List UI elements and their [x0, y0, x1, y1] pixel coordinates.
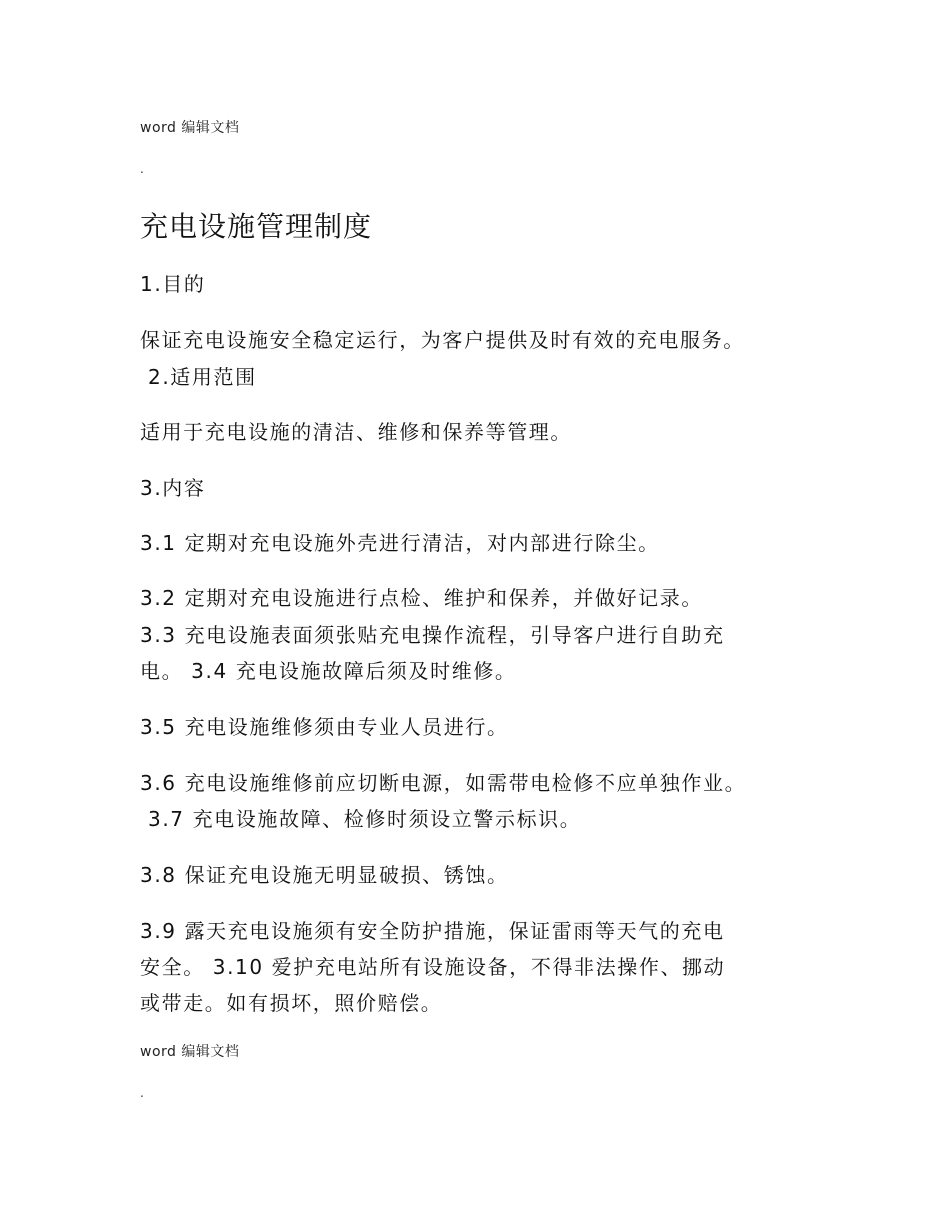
footer-dot: . — [140, 1086, 144, 1100]
item-3-6: 3.6 充电设施维修前应切断电源，如需带电检修不应单独作业。 — [140, 771, 747, 795]
section-2-text: 适用于充电设施的清洁、维修和保养等管理。 — [140, 420, 572, 444]
section-1-text: 保证充电设施安全稳定运行，为客户提供及时有效的充电服务。 — [140, 328, 745, 352]
item-3-2: 3.2 定期对充电设施进行点检、维护和保养，并做好记录。 — [140, 586, 703, 610]
item-3-9-line-3: 或带走。如有损坏，照价赔偿。 — [140, 991, 443, 1015]
header-label: word 编辑文档 — [140, 120, 240, 136]
item-3-3-line-2: 电。 3.4 充电设施故障后须及时维修。 — [140, 659, 517, 683]
section-3-heading: 3.内容 — [140, 476, 206, 500]
item-3-9-line-1: 3.9 露天充电设施须有安全防护措施，保证雷雨等天气的充电 — [140, 919, 725, 943]
header-dot: . — [140, 162, 144, 176]
item-3-7: 3.7 充电设施故障、检修时须设立警示标识。 — [148, 807, 582, 831]
item-3-9-line-2: 安全。 3.10 爱护充电站所有设施设备，不得非法操作、挪动 — [140, 955, 726, 979]
document-title: 充电设施管理制度 — [140, 210, 373, 243]
footer-label: word 编辑文档 — [140, 1044, 240, 1060]
item-3-3-line-1: 3.3 充电设施表面须张贴充电操作流程，引导客户进行自助充 — [140, 623, 725, 647]
section-2-heading: 2.适用范围 — [148, 365, 257, 389]
item-3-1: 3.1 定期对充电设施外壳进行清洁，对内部进行除尘。 — [140, 531, 660, 555]
item-3-5: 3.5 充电设施维修须由专业人员进行。 — [140, 715, 509, 739]
item-3-8: 3.8 保证充电设施无明显破损、锈蚀。 — [140, 863, 509, 887]
section-1-heading: 1.目的 — [140, 272, 206, 296]
